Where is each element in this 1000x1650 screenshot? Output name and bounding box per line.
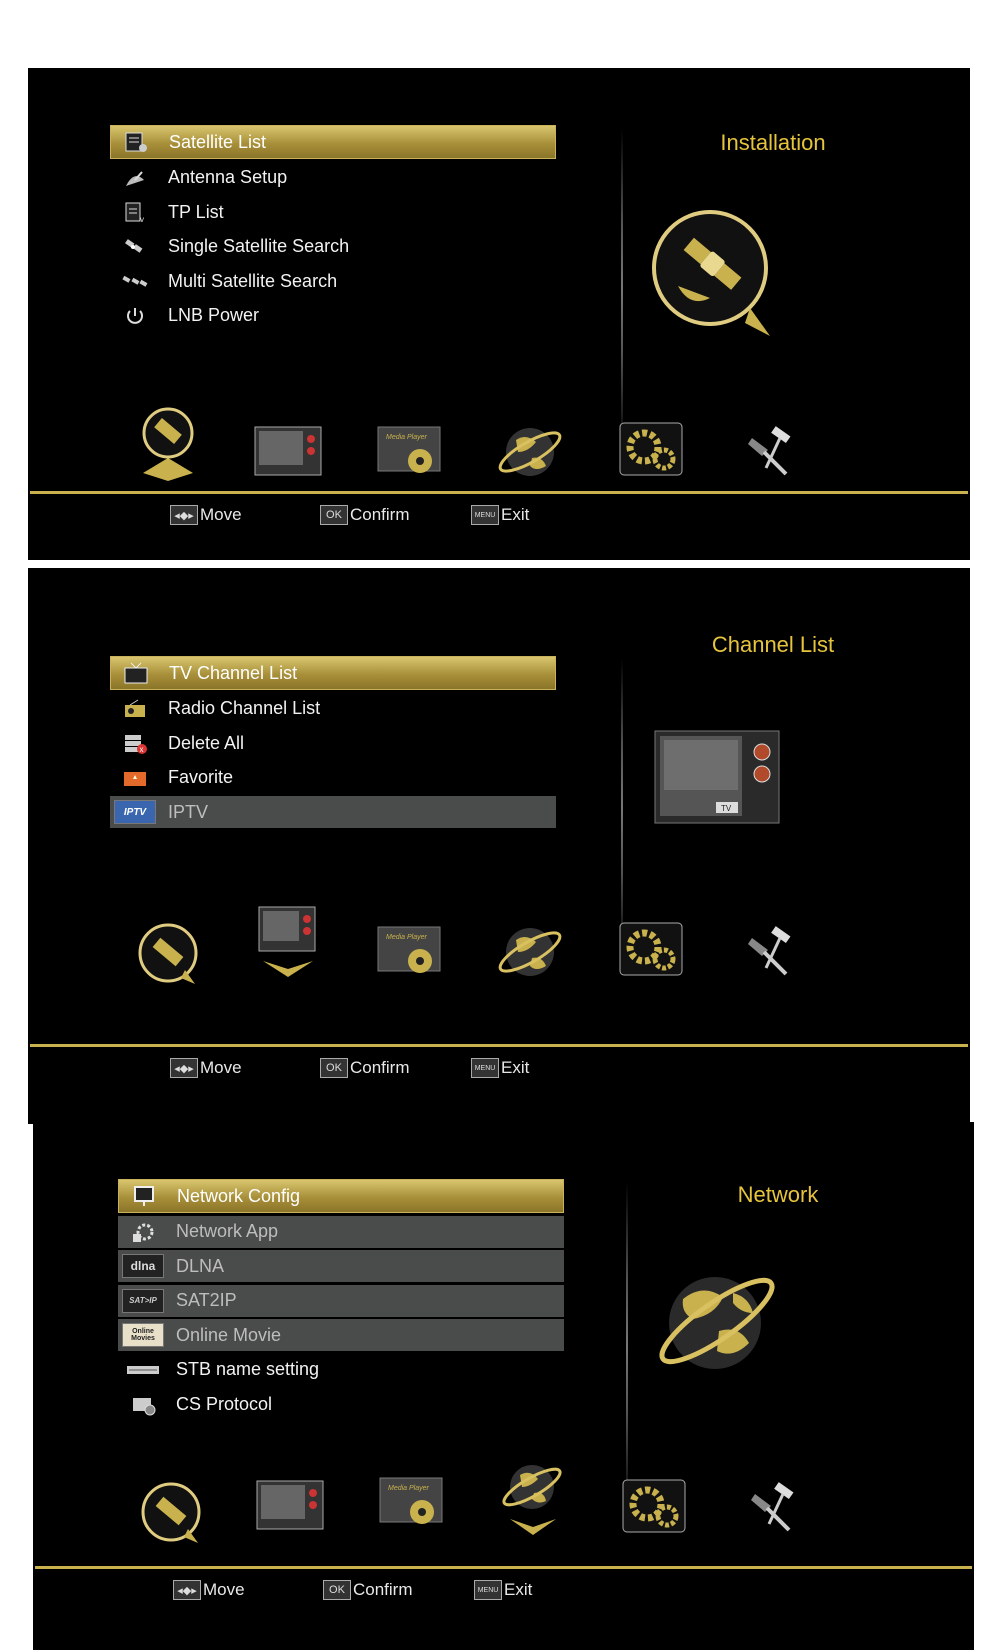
menu-item-tv-channel-list[interactable]	[110, 656, 556, 690]
screen-network	[33, 1122, 974, 1650]
nav-tools[interactable]	[740, 920, 800, 1015]
sat2ip-tag: SAT>IP	[129, 1296, 157, 1305]
footer-label: Move	[203, 1580, 245, 1599]
menu-item-radio-channel-list[interactable]	[110, 693, 556, 725]
menu-item-multi-satellite-search[interactable]	[110, 265, 556, 297]
favorite-icon	[114, 765, 156, 791]
menu-item-stb-name-setting[interactable]	[118, 1354, 564, 1386]
footer-confirm	[320, 1058, 410, 1078]
svg-text:x: x	[139, 745, 144, 754]
multi-satellite-icon	[114, 268, 156, 294]
menu-key-icon: MENU	[471, 1058, 499, 1078]
menu-item-lnb-power[interactable]	[110, 300, 556, 332]
menu-item-tp-list[interactable]	[110, 196, 556, 228]
arrows-key-icon: ◂◆▸	[170, 505, 198, 525]
menu-item-label: Satellite List	[169, 131, 267, 152]
ok-key-icon: OK	[320, 505, 348, 525]
screen-channel-list	[28, 568, 970, 1124]
sat2ip-icon	[122, 1288, 164, 1314]
media-player-text: Media Player	[388, 1485, 429, 1492]
menu-item-delete-all[interactable]	[110, 727, 556, 759]
media-player-text: Media Player	[386, 934, 427, 941]
nav-settings[interactable]	[618, 921, 684, 1016]
nav-channel-list[interactable]	[255, 1477, 325, 1572]
iptv-tag: IPTV	[123, 806, 147, 818]
menu-item-network-app[interactable]	[118, 1216, 564, 1248]
footer-exit	[471, 1058, 529, 1078]
nav-network[interactable]	[496, 418, 566, 513]
menu-list	[110, 656, 556, 831]
menu-item-online-movie[interactable]	[118, 1319, 564, 1351]
screen-installation	[28, 68, 970, 560]
network-app-icon	[122, 1219, 164, 1245]
menu-item-label: Network App	[176, 1221, 279, 1241]
footer-rule	[30, 1044, 968, 1047]
page-title: Network	[737, 1182, 819, 1207]
antenna-icon	[114, 165, 156, 191]
dlna-tag: dlna	[130, 1259, 156, 1273]
delete-icon	[114, 730, 156, 756]
ok-key-icon: OK	[320, 1058, 348, 1078]
satellite-list-icon	[115, 129, 157, 155]
menu-item-label: DLNA	[176, 1255, 225, 1276]
svg-text:v: v	[140, 215, 144, 224]
menu-item-label: LNB Power	[168, 305, 260, 325]
footer-move	[173, 1580, 245, 1600]
tv-icon	[115, 660, 157, 686]
menu-item-cs-protocol[interactable]	[118, 1388, 564, 1420]
nav-media-player[interactable]	[376, 423, 442, 518]
menu-list	[110, 125, 556, 334]
nav-installation[interactable]	[133, 403, 203, 498]
menu-item-label: Online Movie	[176, 1324, 282, 1345]
menu-key-icon: MENU	[471, 505, 499, 525]
footer-confirm	[323, 1580, 413, 1600]
menu-item-label: Favorite	[168, 767, 234, 787]
network-config-icon	[123, 1183, 165, 1209]
menu-item-favorite[interactable]	[110, 762, 556, 794]
menu-item-antenna-setup[interactable]	[110, 162, 556, 194]
footer-rule	[30, 491, 968, 494]
nav-tools[interactable]	[743, 1476, 803, 1571]
footer-label: Confirm	[350, 1058, 410, 1077]
nav-network[interactable]	[498, 1457, 568, 1552]
radio-icon	[114, 696, 156, 722]
satellite-icon	[114, 234, 156, 260]
nav-media-player[interactable]	[376, 923, 442, 1018]
arrows-key-icon: ◂◆▸	[173, 1580, 201, 1600]
nav-channel-list[interactable]	[253, 423, 323, 518]
menu-item-label: TV Channel List	[169, 662, 298, 683]
menu-item-label: Delete All	[168, 732, 245, 753]
menu-list	[118, 1179, 564, 1423]
menu-item-label: SAT2IP	[176, 1290, 237, 1310]
footer-label: Confirm	[350, 505, 410, 524]
nav-network[interactable]	[496, 918, 566, 1013]
footer-exit	[471, 505, 529, 525]
footer-move	[170, 1058, 242, 1078]
page-title: Installation	[720, 130, 826, 155]
menu-item-single-satellite-search[interactable]	[110, 231, 556, 263]
divider	[626, 1182, 628, 1512]
footer-label: Move	[200, 505, 242, 524]
menu-item-satellite-list[interactable]	[110, 125, 556, 159]
footer-exit	[474, 1580, 532, 1600]
tv-icon	[654, 730, 780, 829]
menu-key-icon: MENU	[474, 1580, 502, 1600]
menu-item-iptv[interactable]	[110, 796, 556, 828]
nav-settings[interactable]	[621, 1478, 687, 1573]
iptv-icon	[114, 799, 156, 825]
dlna-icon	[122, 1253, 164, 1279]
menu-item-label: TP List	[168, 201, 224, 222]
menu-item-label: CS Protocol	[176, 1393, 273, 1414]
footer-confirm	[320, 505, 410, 525]
power-icon	[114, 303, 156, 329]
installation-icon	[650, 208, 780, 343]
tv-badge: TV	[721, 804, 732, 813]
online-movie-tag: Online Movies	[131, 1328, 155, 1342]
network-globe-icon	[653, 1257, 783, 1392]
menu-item-label: Single Satellite Search	[168, 236, 350, 256]
menu-item-label: Antenna Setup	[168, 167, 288, 187]
footer-label: Exit	[504, 1580, 533, 1599]
menu-item-dlna[interactable]	[118, 1250, 564, 1282]
nav-settings[interactable]	[618, 421, 684, 516]
svg-text:Media Player: Media Player	[386, 434, 427, 441]
page-title: Channel List	[711, 632, 835, 657]
menu-item-label: Network Config	[177, 1185, 301, 1206]
menu-item-label: STB name setting	[176, 1359, 320, 1379]
nav-media-player[interactable]	[378, 1474, 444, 1569]
nav-installation[interactable]	[133, 918, 203, 1013]
menu-item-network-config[interactable]	[118, 1179, 564, 1213]
footer-move	[170, 505, 242, 525]
menu-item-sat2ip[interactable]	[118, 1285, 564, 1317]
arrows-key-icon: ◂◆▸	[170, 1058, 198, 1078]
nav-tools[interactable]	[740, 420, 800, 515]
cs-protocol-icon	[122, 1391, 164, 1417]
footer-label: Move	[200, 1058, 242, 1077]
menu-item-label: IPTV	[168, 801, 209, 822]
footer-label: Exit	[501, 505, 530, 524]
menu-item-label: Radio Channel List	[168, 698, 321, 718]
ok-key-icon: OK	[323, 1580, 351, 1600]
tp-list-icon	[114, 199, 156, 225]
online-movie-icon	[122, 1322, 164, 1348]
footer-rule	[35, 1566, 972, 1569]
stb-icon	[122, 1357, 164, 1383]
footer-label: Exit	[501, 1058, 530, 1077]
divider	[621, 658, 623, 958]
nav-installation[interactable]	[136, 1477, 206, 1572]
nav-channel-list[interactable]	[253, 903, 323, 998]
divider	[621, 128, 623, 448]
footer-label: Confirm	[353, 1580, 413, 1599]
menu-item-label: Multi Satellite Search	[168, 270, 338, 291]
